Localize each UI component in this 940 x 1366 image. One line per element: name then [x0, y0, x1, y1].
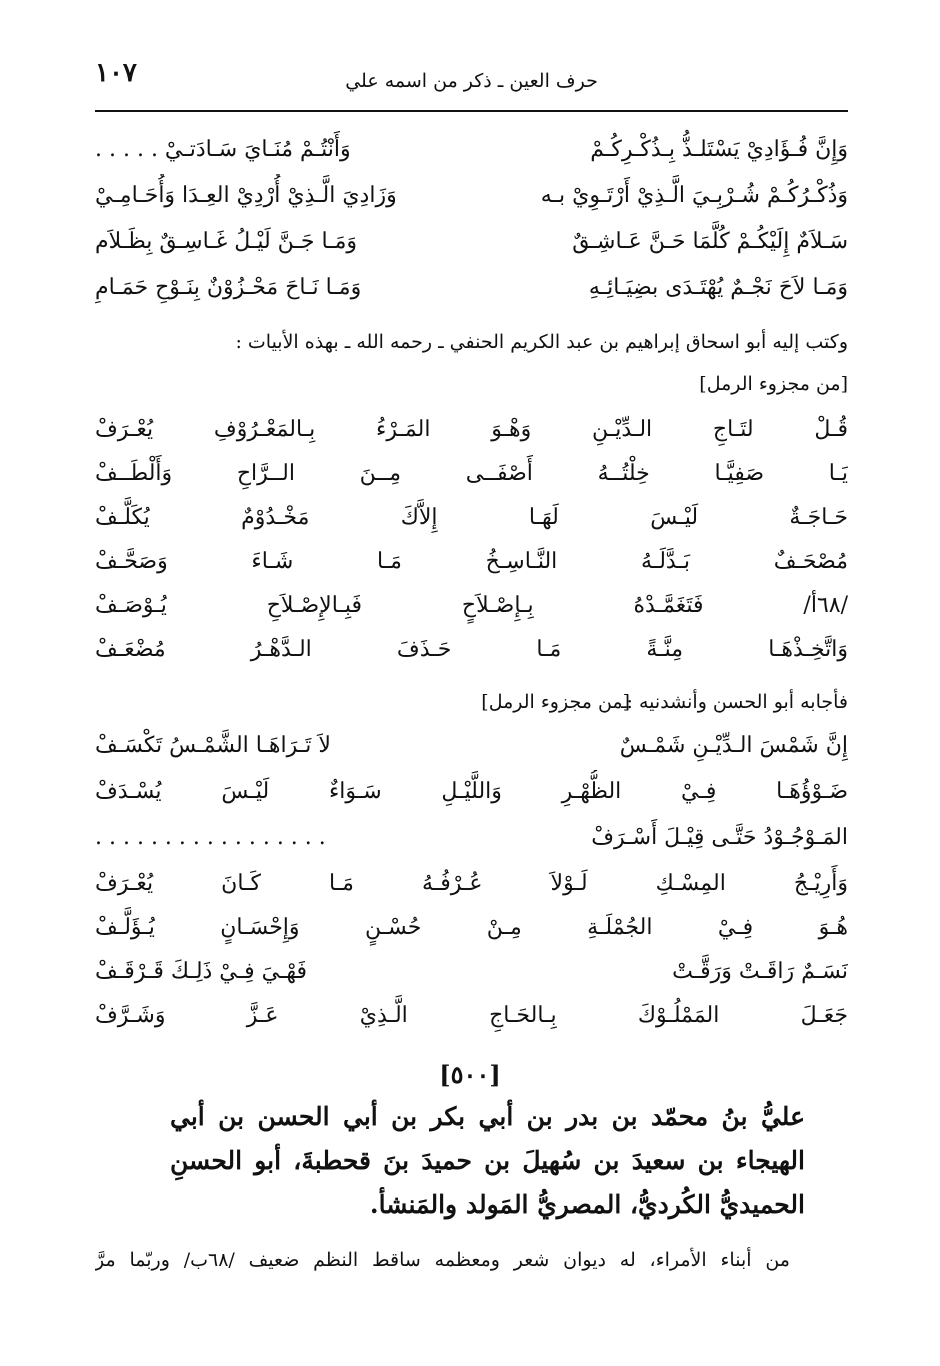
verse-second-hemistich: وَمَـا جَـنَّ لَيْـلُ غَـاسِـقٌ بِظَـلاَم — [95, 229, 358, 254]
meter-label: [من مجزوء الرمل] — [481, 691, 630, 713]
name-line: الهيجاء بن سعيدَ بن سُهيلَ بن حميدَ بنَ قحطبةَ، أبو الحسنِ — [170, 1146, 805, 1175]
verse-line: يَـا صَفِيَّـا خِلْتُــهُ أَصْفَــى مِــنَ الــرَّاحِ وَأَلْطَــفْ — [95, 461, 848, 486]
poem1-verse — [95, 266, 848, 310]
verse-line: حَـاجَـةٌ لَيْـسَ لَهَـا إِلاَّكَ مَخْـدُوْمٌ يُكَلَّـفْ — [95, 505, 848, 530]
poem3-verse — [95, 724, 848, 768]
entry-number: [٥٠٠] — [439, 1060, 501, 1089]
verse-line: قُـلْ لتَـاجِ الـدِّيْـنِ وَهْـوَ المَـرْءُ بِـالمَعْـرُوْفِ يُعْـرَفْ — [95, 417, 848, 442]
intro-paragraph: وكتب إليه أبو اسحاق إبراهيم بن عبد الكريم الحنفي ـ رحمه الله ـ بهذه الأبيات : — [235, 331, 848, 353]
verse-line: هُـوَ فِـيْ الجُمْلَـةِ مِـنْ حُسْـنٍ وَإِحْسَـانٍ يُـؤَلَّـفْ — [95, 915, 848, 940]
verse-second-hemistich: . . . . . . . . . . . . . . . . . — [95, 825, 326, 850]
poem1-verse — [95, 174, 848, 218]
poem3-verse — [95, 906, 848, 950]
poem2-verse — [95, 628, 848, 672]
verse-second-hemistich: وَأَنْتُـمْ مُنَـايَ سَـادَتـيْ . . . . . — [95, 137, 351, 162]
poem2-verse — [95, 496, 848, 540]
verse-line: /٦٨أ/ فَتَغَمَّـدْهُ بِـإِصْـلاَحٍ فَبِـالإِصْـلاَحِ يُـوْصَـفْ — [95, 593, 848, 618]
poem1-verse — [95, 128, 848, 172]
page-number: ١٠٧ — [95, 58, 137, 88]
verse-line: وَاتَّخِـذْهَـا مِنَّـةً مَـا حَـذَفَ الـدَّهْـرُ مُضْعَـفْ — [95, 637, 848, 662]
poem2-verse — [95, 408, 848, 452]
verse-first-hemistich: نَسَـمٌ رَاقَـتْ وَرَقَّـتْ — [672, 959, 848, 984]
running-title: حرف العين ـ ذكر من اسمه علي — [345, 70, 598, 92]
verse-second-hemistich: وَزَادِيَ الَّـذِيْ أُرْدِيْ العِـدَا وَأُحَـامِـيْ — [95, 183, 397, 208]
verse-line: وَأَرِيْـجُ المِسْـكِ لَـوْلاَ عُـرْفُـهُ مَـا كَـانَ يُعْـرَفْ — [95, 871, 848, 896]
meter-label: [من مجزوء الرمل] — [699, 373, 848, 395]
verse-second-hemistich: فَهْـيَ فِـيْ ذَلِـكَ قَـرْقَـفْ — [95, 959, 308, 984]
verse-line: جَعَـلَ المَمْلُـوْكَ بِـالحَـاجِ الَّـذِيْ عَـزَّ وَشَـرَّفْ — [95, 1003, 848, 1028]
verse-first-hemistich: سَـلاَمٌ إِلَيْكُـمْ كُلَّمَا حَـنَّ عَـاشِـقٌ — [572, 229, 848, 254]
verse-second-hemistich: لاَ تَـرَاهَـا الشَّمْـسُ تَكْسَـفْ — [95, 733, 331, 758]
name-line: الحميديُّ الكُرديُّ، المصريُّ المَولد والمَنشأ. — [369, 1190, 805, 1219]
entry-name-heading — [170, 1095, 805, 1227]
poem3-verse — [95, 862, 848, 906]
verse-first-hemistich: إِنَّ شَمْسَ الـدِّيْـنِ شَمْـسٌ — [619, 733, 848, 758]
verse-first-hemistich: المَـوْجُـوْدُ حَتَّـى قِيْـلَ أَسْـرَفْ — [591, 825, 848, 850]
verse-second-hemistich: وَمَـا نَـاحَ مَحْـزُوْنٌ بِنَـوْحِ حَمَـامِ — [95, 275, 362, 300]
name-line: عليُّ بنُ محمّد بن بدر بن أبي بكر بن أبي الحسن بن أبي — [170, 1102, 805, 1131]
poem2-verse — [95, 540, 848, 584]
verse-first-hemistich: وَذُكْـرُكُـمْ شُـرْبِـيَ الَّـذِيْ أَرْتَـوِيْ بـه — [540, 183, 848, 208]
verse-first-hemistich: وَمَـا لاَحَ نَجْـمٌ يُهْتَـدَى بضِيَـائِـهِ — [588, 275, 848, 300]
verse-first-hemistich: وَإِنَّ فُـؤَادِيْ يَسْتَلـذُّ بِـذُكْـرِكُـمْ — [590, 137, 848, 162]
verse-line: مُصْحَـفٌ بَـدَّلَـهُ النَّـاسِـخُ مَـا شَـاءَ وَصَحَّـفْ — [95, 549, 848, 574]
page-header — [95, 52, 848, 112]
poem3-verse — [95, 770, 848, 814]
poem3-verse — [95, 994, 848, 1038]
poem2-verse — [95, 452, 848, 496]
entry-text: من أبناء الأمراء، له ديوان شعر ومعظمه ساقط النظم ضعيف /٦٨ب/ وربّما مرَّ — [95, 1249, 790, 1271]
poem1-verse — [95, 220, 848, 264]
poem2-verse — [95, 584, 848, 628]
poem3-verse — [95, 950, 848, 994]
intro-paragraph: فأجابه أبو الحسن وأنشدنيه :ـ — [620, 691, 848, 713]
verse-line: ضَـوْؤُهَـا فِـيْ الظُّهْـرِ وَاللَّيْـلِ سَـوَاءٌ لَيْـسَ يُسْـدَفْ — [95, 779, 848, 804]
poem3-verse — [95, 816, 848, 860]
